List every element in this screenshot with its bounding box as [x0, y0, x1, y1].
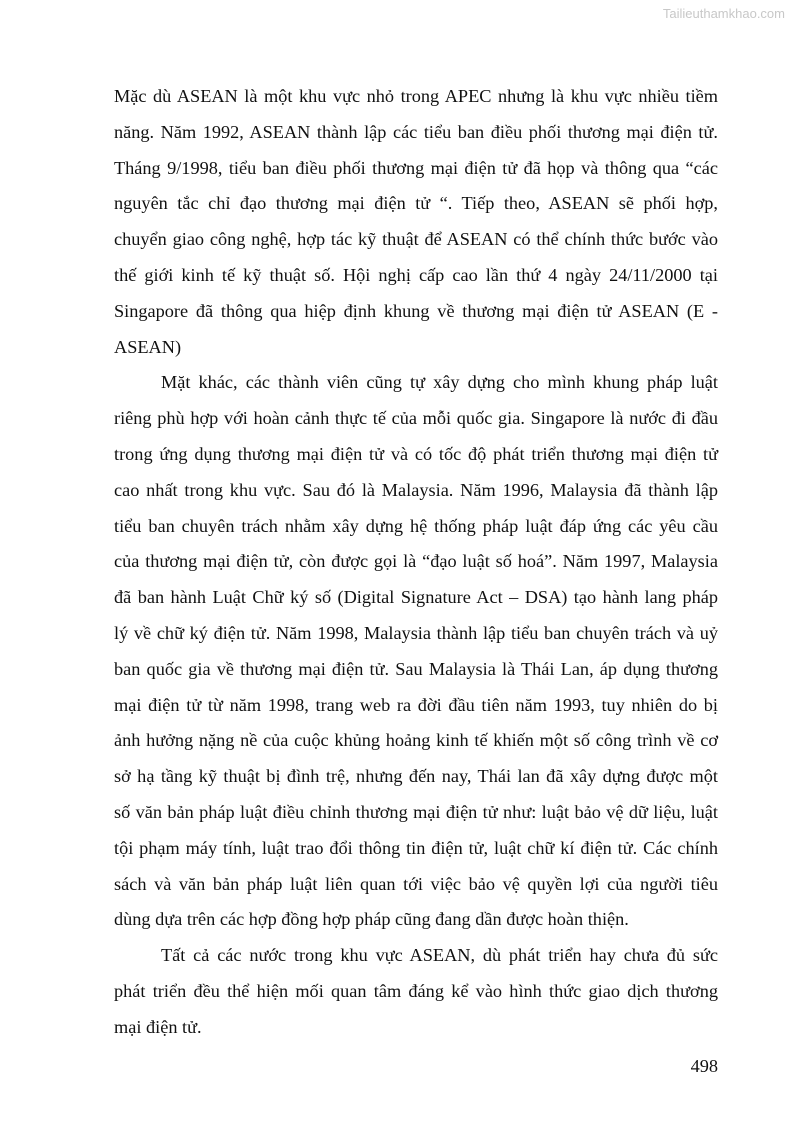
text-line: phát triển đều thể hiện mối quan tâm đáng kể vào hình thức giao dịch thương	[114, 980, 718, 1001]
text-line: mại điện tử từ năm 1998, trang web ra đời đầu tiên năm 1993, tuy nhiên do bị	[114, 694, 718, 715]
text-line: Tất cả các nước trong khu vực ASEAN, dù phát triển hay chưa đủ sức	[161, 945, 718, 966]
text-line: nguyên tắc chỉ đạo thương mại điện tử “. Tiếp theo, ASEAN sẽ phối hợp,	[114, 193, 718, 214]
text-line: ảnh hưởng nặng nề của cuộc khủng hoảng kinh tế khiến một số công trình về cơ	[114, 730, 718, 751]
text-line: ASEAN)	[114, 336, 182, 357]
text-line: số văn bản pháp luật điều chỉnh thương mại điện tử như: luật bảo vệ dữ liệu, luật	[114, 801, 718, 822]
text-line: Singapore đã thông qua hiệp định khung về thương mại điện tử ASEAN (E -	[114, 300, 718, 321]
text-line: lý về chữ ký điện tử. Năm 1998, Malaysia thành lập tiểu ban chuyên trách và uỷ	[114, 622, 718, 643]
text-line: Mặc dù ASEAN là một khu vực nhỏ trong APEC nhưng là khu vực nhiều tiềm	[114, 86, 718, 106]
text-line: trong ứng dụng thương mại điện tử và có tốc độ phát triển thương mại điện tử	[114, 443, 718, 464]
text-line: Mặt khác, các thành viên cũng tự xây dựng cho mình khung pháp luật	[161, 372, 718, 393]
text-line: cao nhất trong khu vực. Sau đó là Malaysia. Năm 1996, Malaysia đã thành lập	[114, 479, 718, 500]
text-line: dùng dựa trên các hợp đồng hợp pháp cũng đang dần được hoàn thiện.	[114, 909, 629, 930]
text-line: chuyển giao công nghệ, hợp tác kỹ thuật để ASEAN có thể chính thức bước vào	[114, 229, 718, 250]
text-line: riêng phù hợp với hoàn cảnh thực tế của mỗi quốc gia. Singapore là nước đi đầu	[114, 408, 718, 429]
text-line: Tháng 9/1998, tiểu ban điều phối thương mại điện tử đã họp và thông qua “các	[114, 157, 718, 178]
paragraph	[114, 365, 718, 938]
text-line: thế giới kinh tế kỹ thuật số. Hội nghị cấp cao lần thứ 4 ngày 24/11/2000 tại	[114, 264, 718, 285]
paragraph	[114, 79, 718, 365]
text-line: đã ban hành Luật Chữ ký số (Digital Signature Act – DSA) tạo hành lang pháp	[114, 587, 718, 608]
paragraph	[114, 938, 718, 1045]
text-line: tội phạm máy tính, luật trao đổi thông tin điện tử, luật chữ kí điện tử. Các chính	[114, 837, 718, 858]
text-line: mại điện tử.	[114, 1016, 202, 1037]
text-line: ban quốc gia về thương mại điện tử. Sau Malaysia là Thái Lan, áp dụng thương	[114, 658, 718, 679]
text-line: sở hạ tầng kỹ thuật bị đình trệ, nhưng đến nay, Thái lan đã xây dựng được một	[114, 766, 718, 787]
watermark: Tailieuthamkhao.com	[662, 6, 785, 21]
text-line: của thương mại điện tử, còn được gọi là “đạo luật số hoá”. Năm 1997, Malaysia	[114, 551, 718, 572]
text-line: sách và văn bản pháp luật liên quan tới việc bảo vệ quyền lợi của người tiêu	[114, 873, 718, 894]
text-line: tiểu ban chuyên trách nhằm xây dựng hệ thống pháp luật đáp ứng các yêu cầu	[114, 515, 718, 536]
text-line: năng. Năm 1992, ASEAN thành lập các tiểu ban điều phối thương mại điện tử.	[114, 121, 718, 142]
document-body	[114, 79, 718, 1046]
page-number: 498	[690, 1056, 718, 1076]
